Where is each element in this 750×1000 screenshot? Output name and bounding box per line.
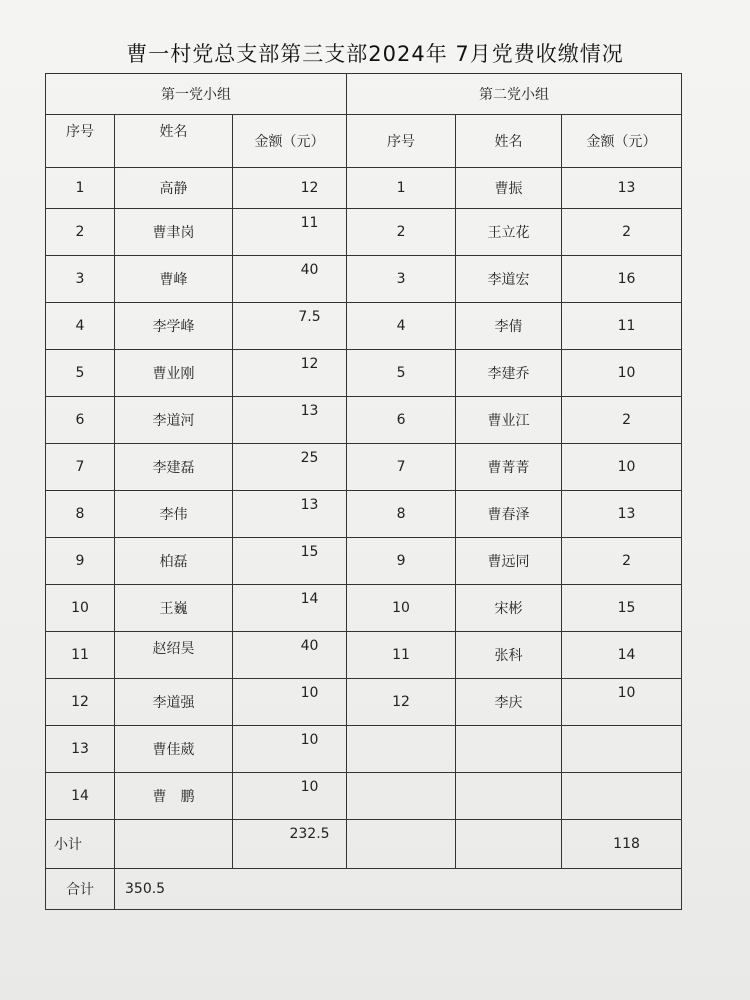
table-row: [46, 256, 682, 303]
party-fee-table: [45, 73, 682, 910]
group2-amount: 10: [562, 444, 682, 491]
table-row: [46, 585, 682, 632]
group1-seq: 10: [46, 585, 115, 632]
group2-amount: 2: [562, 209, 682, 256]
group2-name: 王立花: [456, 209, 562, 256]
group1-amount: 13: [233, 491, 347, 538]
group1-name: 柏磊: [115, 538, 233, 585]
group1-amount: 7.5: [233, 303, 347, 350]
group2-seq: 8: [347, 491, 456, 538]
group1-seq: 9: [46, 538, 115, 585]
group2-seq: 10: [347, 585, 456, 632]
group2-seq: 9: [347, 538, 456, 585]
group1-seq: 11: [46, 632, 115, 679]
group2-seq: 11: [347, 632, 456, 679]
group2-seq: [347, 773, 456, 820]
group1-amount: 11: [233, 209, 347, 256]
group1-name: 王巍: [115, 585, 233, 632]
group1-amount: 10: [233, 679, 347, 726]
group2-seq: 5: [347, 350, 456, 397]
table-row: [46, 397, 682, 444]
group2-amount: 11: [562, 303, 682, 350]
subtotal-empty: [347, 820, 456, 869]
table-row: [46, 168, 682, 209]
group1-name: 曹 鹏: [115, 773, 233, 820]
group2-name: 曹业江: [456, 397, 562, 444]
group1-seq: 5: [46, 350, 115, 397]
group2-name: 李道宏: [456, 256, 562, 303]
group1-amount: 14: [233, 585, 347, 632]
group1-amount: 10: [233, 726, 347, 773]
table-row: [46, 632, 682, 679]
group1-name: 李伟: [115, 491, 233, 538]
group1-name: 曹业刚: [115, 350, 233, 397]
group1-amount: 12: [233, 350, 347, 397]
group2-name: 第二党小组: [347, 74, 682, 115]
group1-name: 高静: [115, 168, 233, 209]
group1-seq: 1: [46, 168, 115, 209]
subtotal-empty: [115, 820, 233, 869]
group1-amount: 15: [233, 538, 347, 585]
group2-name: 曹远同: [456, 538, 562, 585]
group2-seq: 3: [347, 256, 456, 303]
group2-name: [456, 726, 562, 773]
table-row: [46, 444, 682, 491]
table-row: [46, 726, 682, 773]
table-row: [46, 350, 682, 397]
group2-amount: 14: [562, 632, 682, 679]
group2-name: 李倩: [456, 303, 562, 350]
group1-amount: 40: [233, 256, 347, 303]
group2-name: [456, 773, 562, 820]
group2-seq: 1: [347, 168, 456, 209]
table-row: [46, 679, 682, 726]
subtotal-empty: [456, 820, 562, 869]
group2-amount: [562, 773, 682, 820]
group2-name: 曹振: [456, 168, 562, 209]
group2-amount: 13: [562, 491, 682, 538]
group2-name: 曹菁菁: [456, 444, 562, 491]
group1-seq: 8: [46, 491, 115, 538]
group1-amount: 40: [233, 632, 347, 679]
group1-seq: 14: [46, 773, 115, 820]
group2-name: 曹春泽: [456, 491, 562, 538]
group2-seq: 12: [347, 679, 456, 726]
total-label: 合计: [46, 869, 115, 910]
group1-seq: 7: [46, 444, 115, 491]
group2-amount: 10: [562, 679, 682, 726]
group1-name: 李道强: [115, 679, 233, 726]
group2-seq: 7: [347, 444, 456, 491]
group1-seq: 3: [46, 256, 115, 303]
group-header-row: [46, 74, 682, 115]
subtotal-label: 小计: [46, 820, 115, 869]
group2-amount: 15: [562, 585, 682, 632]
table-row: [46, 209, 682, 256]
group1-subtotal: 232.5: [233, 820, 347, 869]
group1-name: 李建磊: [115, 444, 233, 491]
table-row: [46, 491, 682, 538]
group1-name: 第一党小组: [46, 74, 347, 115]
group1-amount: 25: [233, 444, 347, 491]
group2-name: 张科: [456, 632, 562, 679]
group1-col-seq: 序号: [46, 115, 115, 168]
group2-amount: 16: [562, 256, 682, 303]
grand-total: 350.5: [115, 869, 682, 910]
group2-amount: 2: [562, 538, 682, 585]
group1-name: 曹聿岗: [115, 209, 233, 256]
group1-seq: 4: [46, 303, 115, 350]
group1-seq: 2: [46, 209, 115, 256]
group2-subtotal: 118: [562, 820, 682, 869]
group2-seq: 4: [347, 303, 456, 350]
group1-col-amount: 金额（元）: [233, 115, 347, 168]
group2-seq: 6: [347, 397, 456, 444]
table-body: [46, 74, 682, 910]
group2-col-amount: 金额（元）: [562, 115, 682, 168]
table-row: [46, 303, 682, 350]
group1-amount: 13: [233, 397, 347, 444]
group2-name: 李庆: [456, 679, 562, 726]
subtotal-row: [46, 820, 682, 869]
group1-amount: 12: [233, 168, 347, 209]
group1-name: 李学峰: [115, 303, 233, 350]
group2-name: 李建乔: [456, 350, 562, 397]
group2-amount: 13: [562, 168, 682, 209]
group1-amount: 10: [233, 773, 347, 820]
table-row: [46, 773, 682, 820]
group2-amount: 2: [562, 397, 682, 444]
total-row: [46, 869, 682, 910]
group1-name: 曹峰: [115, 256, 233, 303]
document-title: 曹一村党总支部第三支部2024年 7月党费收缴情况: [126, 42, 624, 66]
group1-col-name: 姓名: [115, 115, 233, 168]
group1-name: 赵绍昊: [115, 632, 233, 679]
group2-amount: 10: [562, 350, 682, 397]
group2-amount: [562, 726, 682, 773]
group2-col-seq: 序号: [347, 115, 456, 168]
group2-name: 宋彬: [456, 585, 562, 632]
group2-col-name: 姓名: [456, 115, 562, 168]
group1-seq: 13: [46, 726, 115, 773]
group1-column-header-row: [46, 115, 682, 168]
group1-name: 李道河: [115, 397, 233, 444]
group2-seq: 2: [347, 209, 456, 256]
group1-name: 曹佳葳: [115, 726, 233, 773]
group1-seq: 12: [46, 679, 115, 726]
group1-seq: 6: [46, 397, 115, 444]
group2-seq: [347, 726, 456, 773]
table-row: [46, 538, 682, 585]
